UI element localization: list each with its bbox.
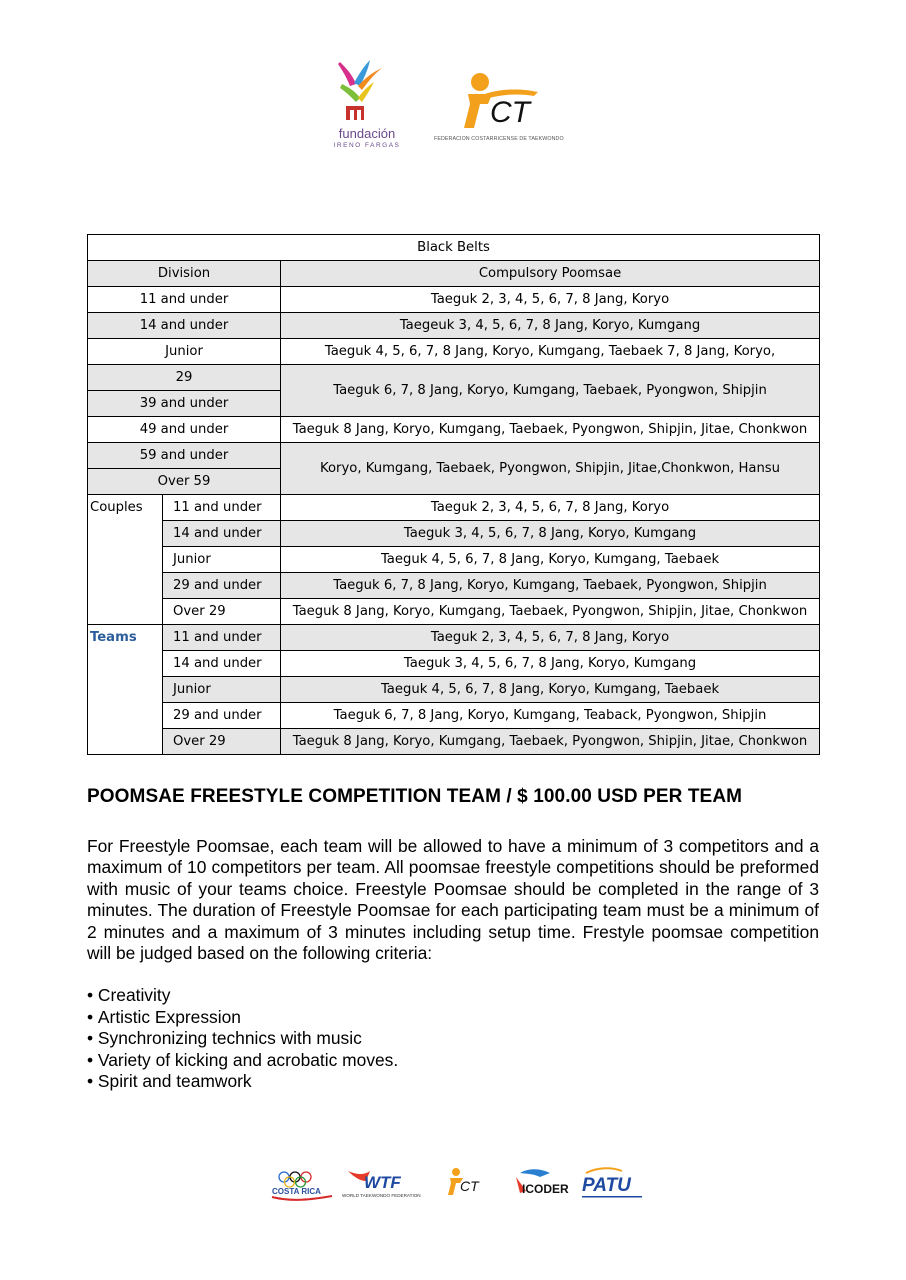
- division-cell: 11 and under: [88, 287, 281, 313]
- teams-label: Teams: [88, 625, 163, 755]
- table-row: [88, 703, 820, 729]
- compulsory-poomsae-table: [87, 234, 820, 755]
- poomsae-cell: Taeguk 6, 7, 8 Jang, Koryo, Kumgang, Taebaek, Pyongwon, Shipjin: [281, 573, 820, 599]
- judging-criteria-list: [87, 985, 398, 1093]
- division-cell: Junior: [88, 339, 281, 365]
- table-row: [88, 235, 820, 261]
- column-header-poomsae: Compulsory Poomsae: [281, 261, 820, 287]
- table-header-row: [88, 261, 820, 287]
- fundacion-line2: IRENO FARGAS: [333, 142, 401, 149]
- table-row: [88, 365, 820, 391]
- poomsae-cell: Taeguk 8 Jang, Koryo, Kumgang, Taebaek, Pyongwon, Shipjin, Jitae, Chonkwon: [281, 599, 820, 625]
- division-cell: 49 and under: [88, 417, 281, 443]
- poomsae-cell: Taeguk 4, 5, 6, 7, 8 Jang, Koryo, Kumgang, Taebaek: [281, 677, 820, 703]
- division-cell: 14 and under: [163, 521, 281, 547]
- freestyle-heading: POOMSAE FREESTYLE COMPETITION TEAM / $ 100.00 USD PER TEAM: [87, 786, 743, 807]
- division-cell: 29: [88, 365, 281, 391]
- poomsae-cell: Taeguk 2, 3, 4, 5, 6, 7, 8 Jang, Koryo: [281, 495, 820, 521]
- poomsae-cell: Taeguk 6, 7, 8 Jang, Koryo, Kumgang, Teaback, Pyongwon, Shipjin: [281, 703, 820, 729]
- fundacion-ireno-fargas-logo: [312, 54, 422, 149]
- table-row: [88, 313, 820, 339]
- fct-logo: [434, 70, 594, 145]
- division-cell: 29 and under: [163, 703, 281, 729]
- costa-rica-text: COSTA RICA: [272, 1187, 321, 1196]
- header-logos: [0, 50, 906, 155]
- fct-caption: FEDERACION COSTARRICENSE DE TAEKWONDO: [434, 136, 564, 142]
- table-row: [88, 417, 820, 443]
- table-row: [88, 625, 820, 651]
- svg-text:WTF: WTF: [364, 1173, 401, 1192]
- costa-rica-olympic-logo: [272, 1172, 332, 1200]
- division-cell: 14 and under: [163, 651, 281, 677]
- freestyle-description: For Freestyle Poomsae, each team will be allowed to have a minimum of 3 competitors and a maximum of 10 competitors per team. All poomsae freestyle competitions should be preformed with music of your teams choice. Freestyle Poomsae should be completed in the range of 3 minutes. The duration of Freestyle Poomsae for each participating team must be a minimum of 2 minutes and a maximum of 3 minutes including setup time. Frestyle poomsae competition will be judged based on the following criteria:: [87, 836, 819, 964]
- table-row: [88, 495, 820, 521]
- icoder-logo: [516, 1169, 569, 1196]
- poomsae-cell: Taeguk 2, 3, 4, 5, 6, 7, 8 Jang, Koryo: [281, 287, 820, 313]
- list-item: • Variety of kicking and acrobatic moves.: [87, 1050, 398, 1072]
- fct-small-logo: [448, 1168, 480, 1195]
- poomsae-cell: Taeguk 4, 5, 6, 7, 8 Jang, Koryo, Kumgang, Taebaek 7, 8 Jang, Koryo,: [281, 339, 820, 365]
- division-cell: Over 59: [88, 469, 281, 495]
- poomsae-cell: Taeguk 8 Jang, Koryo, Kumgang, Taebaek, Pyongwon, Shipjin, Jitae, Chonkwon: [281, 417, 820, 443]
- poomsae-cell: Taeguk 3, 4, 5, 6, 7, 8 Jang, Koryo, Kumgang: [281, 651, 820, 677]
- table-row: [88, 573, 820, 599]
- poomsae-cell: Taegeuk 3, 4, 5, 6, 7, 8 Jang, Koryo, Kumgang: [281, 313, 820, 339]
- wtf-caption: WORLD TAEKWONDO FEDERATION: [342, 1193, 421, 1198]
- table-row: [88, 547, 820, 573]
- table-row: [88, 287, 820, 313]
- division-cell: 29 and under: [163, 573, 281, 599]
- table-row: [88, 599, 820, 625]
- list-item: • Artistic Expression: [87, 1007, 398, 1029]
- division-cell: 39 and under: [88, 391, 281, 417]
- footer-sponsor-logos: [270, 1163, 650, 1208]
- division-cell: 59 and under: [88, 443, 281, 469]
- table-row: [88, 651, 820, 677]
- table-row: [88, 339, 820, 365]
- poomsae-cell: Taeguk 3, 4, 5, 6, 7, 8 Jang, Koryo, Kumgang: [281, 521, 820, 547]
- wtf-logo: [342, 1171, 421, 1198]
- poomsae-cell: Taeguk 2, 3, 4, 5, 6, 7, 8 Jang, Koryo: [281, 625, 820, 651]
- fct-small-letters: CT: [460, 1178, 479, 1194]
- table-title: Black Belts: [88, 235, 820, 261]
- patu-text: PATU: [582, 1175, 631, 1196]
- division-cell: 11 and under: [163, 625, 281, 651]
- poomsae-cell: Taeguk 8 Jang, Koryo, Kumgang, Taebaek, Pyongwon, Shipjin, Jitae, Chonkwon: [281, 729, 820, 755]
- list-item: • Synchronizing technics with music: [87, 1028, 398, 1050]
- icoder-text: ICODER: [522, 1182, 569, 1196]
- list-item: • Creativity: [87, 985, 398, 1007]
- division-cell: 11 and under: [163, 495, 281, 521]
- list-item: • Spirit and teamwork: [87, 1071, 398, 1093]
- patu-logo: [582, 1168, 642, 1197]
- division-cell: Junior: [163, 547, 281, 573]
- table-row: [88, 729, 820, 755]
- table-row: [88, 521, 820, 547]
- table-row: [88, 443, 820, 469]
- poomsae-cell: Taeguk 4, 5, 6, 7, 8 Jang, Koryo, Kumgang, Taebaek: [281, 547, 820, 573]
- column-header-division: Division: [88, 261, 281, 287]
- fct-letters: CT: [490, 96, 530, 129]
- division-cell: Junior: [163, 677, 281, 703]
- fundacion-line1: fundación: [338, 126, 396, 141]
- division-cell: 14 and under: [88, 313, 281, 339]
- table-row: [88, 677, 820, 703]
- couples-label: Couples: [88, 495, 163, 625]
- poomsae-cell: Taeguk 6, 7, 8 Jang, Koryo, Kumgang, Taebaek, Pyongwon, Shipjin: [281, 365, 820, 417]
- poomsae-cell: Koryo, Kumgang, Taebaek, Pyongwon, Shipjin, Jitae,Chonkwon, Hansu: [281, 443, 820, 495]
- division-cell: Over 29: [163, 599, 281, 625]
- division-cell: Over 29: [163, 729, 281, 755]
